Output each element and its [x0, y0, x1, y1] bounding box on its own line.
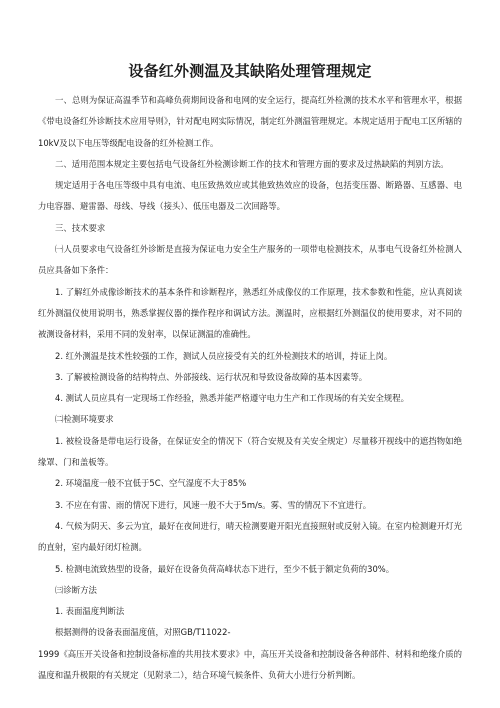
list-item-environment-5: 5. 检测电流致热型的设备，最好在设备负荷高峰状态下进行，至少不低于额定负荷的30%。: [55, 563, 395, 574]
list-item-environment-4: 4. 气候为阴天、多云为宜，最好在夜间进行，晴天检测要避开阳光直接照射或反射入镜。在室内检测避开灯光的直射，室内最好闭灯检测。: [38, 520, 462, 553]
document-title: 设备红外测温及其缺陷处理管理规定: [128, 62, 372, 80]
paragraph-personnel: ㈠人员要求电气设备红外诊断是直接为保证电力安全生产服务的一项带电检测技术，从事电气设备红外检测人员应具备如下条件：: [38, 244, 462, 276]
list-item-environment-2: 2. 环境温度一般不宜低于5C、空气湿度不大于85%: [55, 478, 247, 489]
subsection-heading-environment: ㈡检测环境要求: [55, 414, 114, 425]
list-item-personnel-3: 3. 了解被检测设备的结构特点、外部接线、运行状况和导致设备故障的基本因素等。: [55, 371, 368, 382]
subsection-heading-diagnosis: ㈢诊断方法: [55, 584, 97, 595]
paragraph-diagnosis-standard: 1999《高压开关设备和控制设备标准的共用技术要求》中，高压开关设备和控制设备各种部件、材料和绝缘介质的温度和温升极限的有关规定（见附录二），结合环境气候条件、负荷大小进行分析判断。: [38, 648, 462, 681]
list-item-personnel-1: 1. 了解红外成像诊断技术的基本条件和诊断程序，熟悉红外成像仪的工作原理，技术参数和性能，应认真阅读红外测温仪使用说明书，熟悉掌握仪器的操作程序和调试方法。测温时，应根据红外测温仪的使用要求，对不同的被测设备材料，采用不同的发射率，以保证测温的准确性。: [38, 286, 462, 340]
list-item-environment-1: 1. 被检设备是带电运行设备，在保证安全的情况下（符合安规及有关安全规定）尽量移开视线中的遮挡物如绝缘罩、门和盖板等。: [38, 435, 462, 468]
paragraph-scope-detail: 规定适用于各电压等级中具有电流、电压致热效应或其他致热效应的设备，包括变压器、断路器、互感器、电力电容器、避雷器、母线、导线（接头）、低压电器及二次回路等。: [38, 180, 462, 212]
paragraph-scope: 二、适用范围本规定主要包括电气设备红外检测诊断工作的技术和管理方面的要求及过热缺陷的判别方法。: [55, 158, 449, 169]
list-item-personnel-2: 2. 红外测温是技术性较强的工作，测试人员应接受有关的红外检测技术的培训，持证上岗。: [55, 350, 393, 361]
list-item-personnel-4: 4. 测试人员应具有一定现场工作经验，熟悉并能严格遵守电力生产和工作现场的有关安全规程。: [55, 393, 410, 404]
document-body: [38, 90, 462, 686]
paragraph-general: 一、总则为保证高温季节和高峰负荷期间设备和电网的安全运行，提高红外检测的技术水平和管理水平，根据《带电设备红外诊断技术应用导则》，针对配电网实际情况，制定红外测温管理规定。本规定适用于配电工区所辖的10kV及以下电压等级配电设备的红外检测工作。: [38, 95, 462, 148]
section-heading-technical: 三、技术要求: [55, 222, 106, 233]
list-item-diagnosis-1: 1. 表面温度判断法: [55, 606, 125, 617]
paragraph-diagnosis-text: 根据测得的设备表面温度值，对照GB/T11022-: [55, 627, 231, 638]
list-item-environment-3: 3. 不应在有雷、雨的情况下进行，风速一般不大于5m/s。雾、雪的情况下不宜进行。: [55, 499, 372, 510]
